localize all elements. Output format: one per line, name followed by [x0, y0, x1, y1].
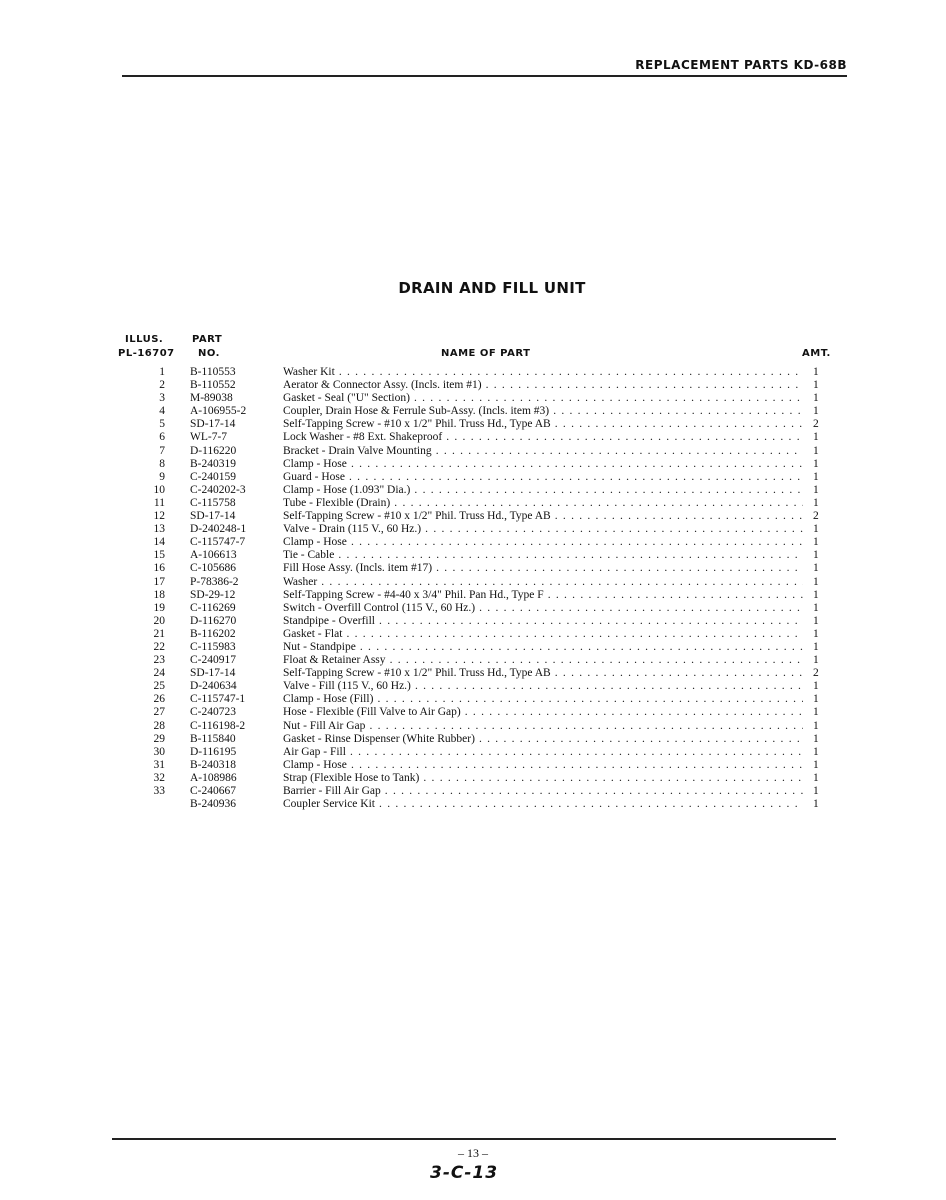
amount: 1 — [813, 405, 819, 418]
amount: 1 — [813, 444, 819, 457]
part-name: Tube - Flexible (Drain) . . . — [283, 497, 803, 510]
amount: 1 — [813, 745, 819, 758]
amount: 2 — [813, 667, 819, 680]
illus-number: 10 — [153, 483, 165, 496]
col-illus-label-1: ILLUS. — [125, 334, 164, 345]
table-row — [0, 523, 946, 536]
illus-number: 6 — [159, 431, 165, 444]
part-number: SD-29-12 — [190, 588, 236, 601]
table-row — [0, 759, 946, 772]
amount: 1 — [813, 614, 819, 627]
table-row — [0, 733, 946, 746]
col-part-label-1: PART — [192, 334, 223, 345]
part-number: C-240723 — [190, 706, 236, 719]
amount: 1 — [813, 366, 819, 378]
illus-number: 5 — [159, 418, 165, 431]
part-name: Fill Hose Assy. (Incls. item #17) . . . — [283, 562, 803, 575]
table-row — [0, 405, 946, 418]
illus-number: 26 — [153, 693, 165, 706]
table-row — [0, 654, 946, 667]
part-name: Clamp - Hose . . . — [283, 759, 803, 772]
part-number: SD-17-14 — [190, 418, 236, 431]
part-number: B-240936 — [190, 798, 236, 811]
part-name: Gasket - Seal ("U" Section) . . . — [283, 392, 803, 405]
table-row — [0, 445, 946, 458]
part-number: P-78386-2 — [190, 575, 239, 588]
table-row — [0, 458, 946, 471]
part-number: A-106955-2 — [190, 405, 247, 418]
part-number: D-116220 — [190, 444, 237, 457]
part-name: Clamp - Hose . . . — [283, 458, 803, 471]
part-number: C-115758 — [190, 496, 236, 509]
part-name: Washer Kit . . . — [283, 366, 803, 379]
part-number: B-115840 — [190, 732, 236, 745]
table-row — [0, 484, 946, 497]
part-name: Nut - Standpipe . . . — [283, 641, 803, 654]
illus-number: 19 — [153, 601, 165, 614]
amount: 1 — [813, 785, 819, 797]
amount: 1 — [813, 392, 819, 405]
amount: 1 — [813, 627, 819, 640]
table-row — [0, 366, 946, 379]
illus-number: 1 — [159, 366, 165, 378]
amount: 1 — [813, 483, 819, 496]
amount: 1 — [813, 758, 819, 771]
part-number: C-240202-3 — [190, 483, 246, 496]
amount: 1 — [813, 575, 819, 588]
illus-number: 22 — [153, 640, 165, 653]
part-name: Switch - Overfill Control (115 V., 60 Hz.) . . . — [283, 602, 803, 615]
amount: 1 — [813, 470, 819, 483]
part-name: Self-Tapping Screw - #4-40 x 3/4" Phil. Pan Hd., Type F . . . — [283, 589, 803, 602]
amount: 1 — [813, 654, 819, 667]
part-number: B-240318 — [190, 758, 236, 771]
part-number: C-115747-7 — [190, 536, 246, 549]
illus-number: 27 — [153, 706, 165, 719]
part-name: Clamp - Hose . . . — [283, 536, 803, 549]
amount: 1 — [813, 588, 819, 601]
part-name: Coupler, Drain Hose & Ferrule Sub-Assy. (Incls. item #3) . . . — [283, 405, 803, 418]
illus-number: 12 — [153, 510, 165, 523]
table-row — [0, 785, 946, 798]
amount: 1 — [813, 562, 819, 575]
table-row — [0, 602, 946, 615]
part-name: Coupler Service Kit . . . — [283, 798, 803, 811]
part-number: A-106613 — [190, 549, 237, 562]
part-name: Lock Washer - #8 Ext. Shakeproof . . . — [283, 431, 803, 444]
amount: 1 — [813, 457, 819, 470]
table-row — [0, 746, 946, 759]
illus-number: 16 — [153, 562, 165, 575]
part-number: C-240159 — [190, 470, 236, 483]
amount: 1 — [813, 523, 819, 536]
part-name: Gasket - Rinse Dispenser (White Rubber) . . . — [283, 733, 803, 746]
table-row — [0, 510, 946, 523]
illus-number: 33 — [153, 785, 165, 797]
table-row — [0, 431, 946, 444]
amount: 1 — [813, 693, 819, 706]
part-number: M-89038 — [190, 392, 233, 405]
part-name: Self-Tapping Screw - #10 x 1/2" Phil. Truss Hd., Type AB . . . — [283, 510, 803, 523]
table-row — [0, 549, 946, 562]
part-number: D-116270 — [190, 614, 237, 627]
table-row — [0, 706, 946, 719]
part-name: Hose - Flexible (Fill Valve to Air Gap) . . . — [283, 706, 803, 719]
part-name: Gasket - Flat . . . — [283, 628, 803, 641]
part-number: C-116269 — [190, 601, 236, 614]
running-header: REPLACEMENT PARTS KD-68B — [635, 58, 847, 72]
illus-number: 31 — [153, 758, 165, 771]
table-row — [0, 392, 946, 405]
part-name: Standpipe - Overfill . . . — [283, 615, 803, 628]
illus-number: 21 — [153, 627, 165, 640]
amount: 1 — [813, 379, 819, 392]
part-number: A-108986 — [190, 771, 237, 784]
illus-number: 15 — [153, 549, 165, 562]
part-number: B-240319 — [190, 457, 236, 470]
part-number: D-240248-1 — [190, 523, 247, 536]
amount: 1 — [813, 798, 819, 811]
table-row — [0, 615, 946, 628]
table-row — [0, 772, 946, 785]
illus-number: 25 — [153, 680, 165, 693]
illus-number: 4 — [159, 405, 165, 418]
illus-number: 24 — [153, 667, 165, 680]
col-illus-label-2: PL-16707 — [118, 348, 175, 359]
table-row — [0, 680, 946, 693]
illus-number: 9 — [159, 470, 165, 483]
col-amt-label: AMT. — [802, 348, 831, 359]
part-name: Self-Tapping Screw - #10 x 1/2" Phil. Truss Hd., Type AB . . . — [283, 667, 803, 680]
illus-number: 29 — [153, 732, 165, 745]
illus-number: 8 — [159, 457, 165, 470]
table-row — [0, 589, 946, 602]
page-title: DRAIN AND FILL UNIT — [398, 279, 586, 297]
amount: 2 — [813, 418, 819, 431]
table-row — [0, 641, 946, 654]
part-number: C-240917 — [190, 654, 236, 667]
part-number: WL-7-7 — [190, 431, 228, 444]
amount: 1 — [813, 732, 819, 745]
illus-number: 18 — [153, 588, 165, 601]
part-number: D-116195 — [190, 745, 237, 758]
amount: 1 — [813, 431, 819, 444]
illus-number: 20 — [153, 614, 165, 627]
illus-number: 17 — [153, 575, 165, 588]
table-row — [0, 576, 946, 589]
part-number: C-115983 — [190, 640, 236, 653]
illus-number: 30 — [153, 745, 165, 758]
table-row — [0, 667, 946, 680]
part-number: C-116198-2 — [190, 719, 246, 732]
table-row — [0, 628, 946, 641]
illus-number: 7 — [159, 444, 165, 457]
amount: 1 — [813, 601, 819, 614]
amount: 1 — [813, 496, 819, 509]
col-part-label-2: NO. — [198, 348, 220, 359]
part-name: Tie - Cable . . . — [283, 549, 803, 562]
header-rule — [122, 75, 847, 77]
table-row — [0, 418, 946, 431]
part-number: C-240667 — [190, 785, 236, 797]
illus-number: 23 — [153, 654, 165, 667]
footer-rule — [112, 1138, 836, 1140]
table-row — [0, 497, 946, 510]
table-row — [0, 693, 946, 706]
illus-number: 2 — [159, 379, 165, 392]
illus-number: 32 — [153, 771, 165, 784]
table-row — [0, 798, 946, 811]
part-number: SD-17-14 — [190, 510, 236, 523]
part-name: Air Gap - Fill . . . — [283, 746, 803, 759]
table-row — [0, 471, 946, 484]
amount: 2 — [813, 510, 819, 523]
table-row — [0, 720, 946, 733]
handwritten-reference: 3-C-13 — [430, 1163, 499, 1183]
part-number: SD-17-14 — [190, 667, 236, 680]
illus-number: 11 — [153, 496, 165, 509]
illus-number: 14 — [153, 536, 165, 549]
page-number: – 13 – — [458, 1146, 488, 1160]
part-name: Strap (Flexible Hose to Tank) . . . — [283, 772, 803, 785]
table-row — [0, 379, 946, 392]
part-name: Guard - Hose . . . — [283, 471, 803, 484]
part-name: Barrier - Fill Air Gap . . . — [283, 785, 803, 798]
col-name-label: NAME OF PART — [441, 348, 531, 359]
part-name: Valve - Fill (115 V., 60 Hz.) . . . — [283, 680, 803, 693]
part-number: B-110553 — [190, 366, 236, 378]
part-number: B-110552 — [190, 379, 236, 392]
part-name: Bracket - Drain Valve Mounting . . . — [283, 445, 803, 458]
amount: 1 — [813, 549, 819, 562]
part-name: Float & Retainer Assy . . . — [283, 654, 803, 667]
illus-number: 3 — [159, 392, 165, 405]
amount: 1 — [813, 706, 819, 719]
part-name: Clamp - Hose (Fill) . . . — [283, 693, 803, 706]
part-name: Clamp - Hose (1.093" Dia.) . . . — [283, 484, 803, 497]
amount: 1 — [813, 680, 819, 693]
illus-number: 28 — [153, 719, 165, 732]
illus-number: 13 — [153, 523, 165, 536]
part-number: C-105686 — [190, 562, 236, 575]
part-number: B-116202 — [190, 627, 236, 640]
part-name: Valve - Drain (115 V., 60 Hz.) . . . — [283, 523, 803, 536]
part-name: Washer . . . — [283, 576, 803, 589]
part-number: D-240634 — [190, 680, 237, 693]
amount: 1 — [813, 719, 819, 732]
amount: 1 — [813, 771, 819, 784]
table-row — [0, 536, 946, 549]
part-name: Self-Tapping Screw - #10 x 1/2" Phil. Truss Hd., Type AB . . . — [283, 418, 803, 431]
amount: 1 — [813, 640, 819, 653]
table-row — [0, 562, 946, 575]
part-name: Nut - Fill Air Gap . . . — [283, 720, 803, 733]
amount: 1 — [813, 536, 819, 549]
part-name: Aerator & Connector Assy. (Incls. item #1) . . . — [283, 379, 803, 392]
part-number: C-115747-1 — [190, 693, 246, 706]
parts-table — [0, 366, 946, 811]
